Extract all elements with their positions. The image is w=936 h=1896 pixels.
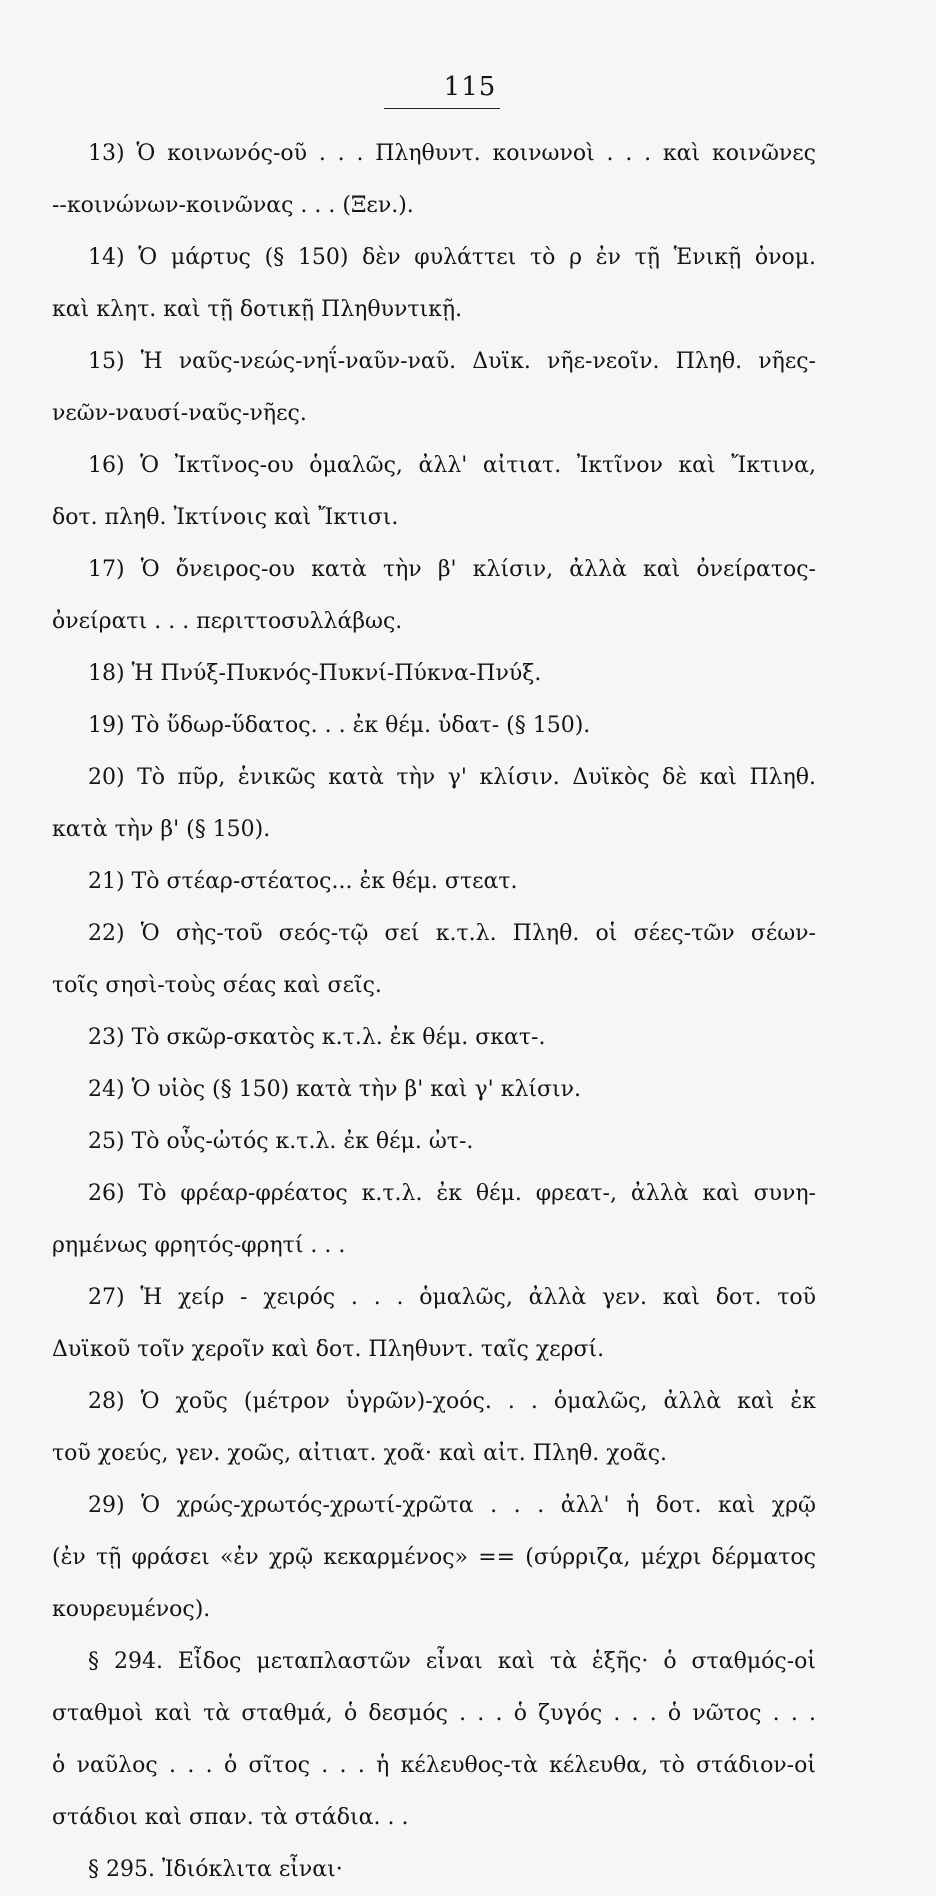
text-line: § 294. Εἶδος μεταπλαστῶν εἶναι καὶ τὰ ἑξῆς· ὁ σταθμός-οἱ [88,1649,816,1674]
text-line: 25) Τὸ οὖς-ὠτός κ.τ.λ. ἐκ θέμ. ὠτ-. [88,1129,474,1154]
text-line: δοτ. πληθ. Ἰκτίνοις καὶ Ἴκτισι. [52,505,399,530]
text-line: σταθμοὶ καὶ τὰ σταθμά, ὁ δεσμός . . . ὁ ζυγός . . . ὁ νῶτος . . . [52,1701,816,1726]
text-line: 27) Ἡ χείρ - χειρός . . . ὁμαλῶς, ἀλλὰ γεν. καὶ δοτ. τοῦ [88,1285,816,1310]
text-line: καὶ κλητ. καὶ τῇ δοτικῇ Πληθυντικῇ. [52,297,463,322]
text-line: Δυϊκοῦ τοῖν χεροῖν καὶ δοτ. Πληθυντ. ταῖς χερσί. [52,1337,605,1362]
text-line: τοῖς σησὶ-τοὺς σέας καὶ σεῖς. [52,973,382,998]
text-line: § 295. Ἰδιόκλιτα εἶναι· [88,1857,343,1882]
text-line: 29) Ὁ χρώς-χρωτός-χρωτί-χρῶτα . . . ἀλλ' ἡ δοτ. καὶ χρῷ [88,1493,816,1518]
text-line: 18) Ἡ Πνύξ-Πυκνός-Πυκνί-Πύκνα-Πνύξ. [88,661,542,686]
text-line: ὀνείρατι . . . περιττοσυλλάβως. [52,609,403,634]
text-line: ὁ ναῦλος . . . ὁ σῖτος . . . ἡ κέλευθος-τὰ κέλευθα, τὸ στάδιον-οἱ [52,1753,816,1778]
text-line: 15) Ἡ ναῦς-νεώς-νηΐ-ναῦν-ναῦ. Δυϊκ. νῆε-νεοῖν. Πληθ. νῆες- [88,349,816,374]
header-rule [384,108,500,109]
text-line: 22) Ὁ σὴς-τοῦ σεός-τῷ σεί κ.τ.λ. Πληθ. οἱ σέες-τῶν σέων- [88,921,816,946]
text-line: 16) Ὁ Ἰκτῖνος-ου ὁμαλῶς, ἀλλ' αἰτιατ. Ἰκτῖνον καὶ Ἴκτινα, [88,453,816,478]
text-line: 24) Ὁ υἱὸς (§ 150) κατὰ τὴν β' καὶ γ' κλίσιν. [88,1077,582,1102]
text-line: τοῦ χοεύς, γεν. χοῶς, αἰτιατ. χοᾶ· καὶ αἰτ. Πληθ. χοᾶς. [52,1441,668,1466]
text-line: 17) Ὁ ὄνειρος-ου κατὰ τὴν β' κλίσιν, ἀλλὰ καὶ ὀνείρατος- [88,557,816,582]
text-body [52,128,816,1896]
page-number: 115 [443,72,497,102]
text-line: --κοινώνων-κοινῶνας . . . (Ξεν.). [52,193,414,218]
text-line: 14) Ὁ μάρτυς (§ 150) δὲν φυλάττει τὸ ρ ἐν τῇ Ἑνικῇ ὀνομ. [88,245,816,270]
text-line: 13) Ὁ κοινωνός-οῦ . . . Πληθυντ. κοινωνοὶ . . . καὶ κοινῶνες [88,141,816,166]
text-line: 28) Ὁ χοῦς (μέτρον ὑγρῶν)-χοός. . . ὁμαλῶς, ἀλλὰ καὶ ἐκ [88,1389,816,1414]
text-line: κατὰ τὴν β' (§ 150). [52,817,271,842]
text-line: 19) Τὸ ὕδωρ-ὕδατος. . . ἐκ θέμ. ὑδατ- (§ 150). [88,713,591,738]
text-line: 21) Τὸ στέαρ-στέατος... ἐκ θέμ. στεατ. [88,869,518,894]
text-line: ρημένως φρητός-φρητί . . . [52,1233,346,1258]
text-line: 23) Τὸ σκῶρ-σκατὸς κ.τ.λ. ἐκ θέμ. σκατ-. [88,1025,546,1050]
text-line: 26) Τὸ φρέαρ-φρέατος κ.τ.λ. ἐκ θέμ. φρεατ-, ἀλλὰ καὶ συνη- [88,1181,816,1206]
text-line: κουρευμένος). [52,1597,211,1622]
text-line: 20) Τὸ πῦρ, ἑνικῶς κατὰ τὴν γ' κλίσιν. Δυϊκὸς δὲ καὶ Πληθ. [88,765,816,790]
text-line: στάδιοι καὶ σπαν. τὰ στάδια. . . [52,1805,409,1830]
text-line: νεῶν-ναυσί-ναῦς-νῆες. [52,401,307,426]
text-line: (ἐν τῇ φράσει «ἐν χρῷ κεκαρμένος» == (σύρριζα, μέχρι δέρματος [52,1545,816,1570]
